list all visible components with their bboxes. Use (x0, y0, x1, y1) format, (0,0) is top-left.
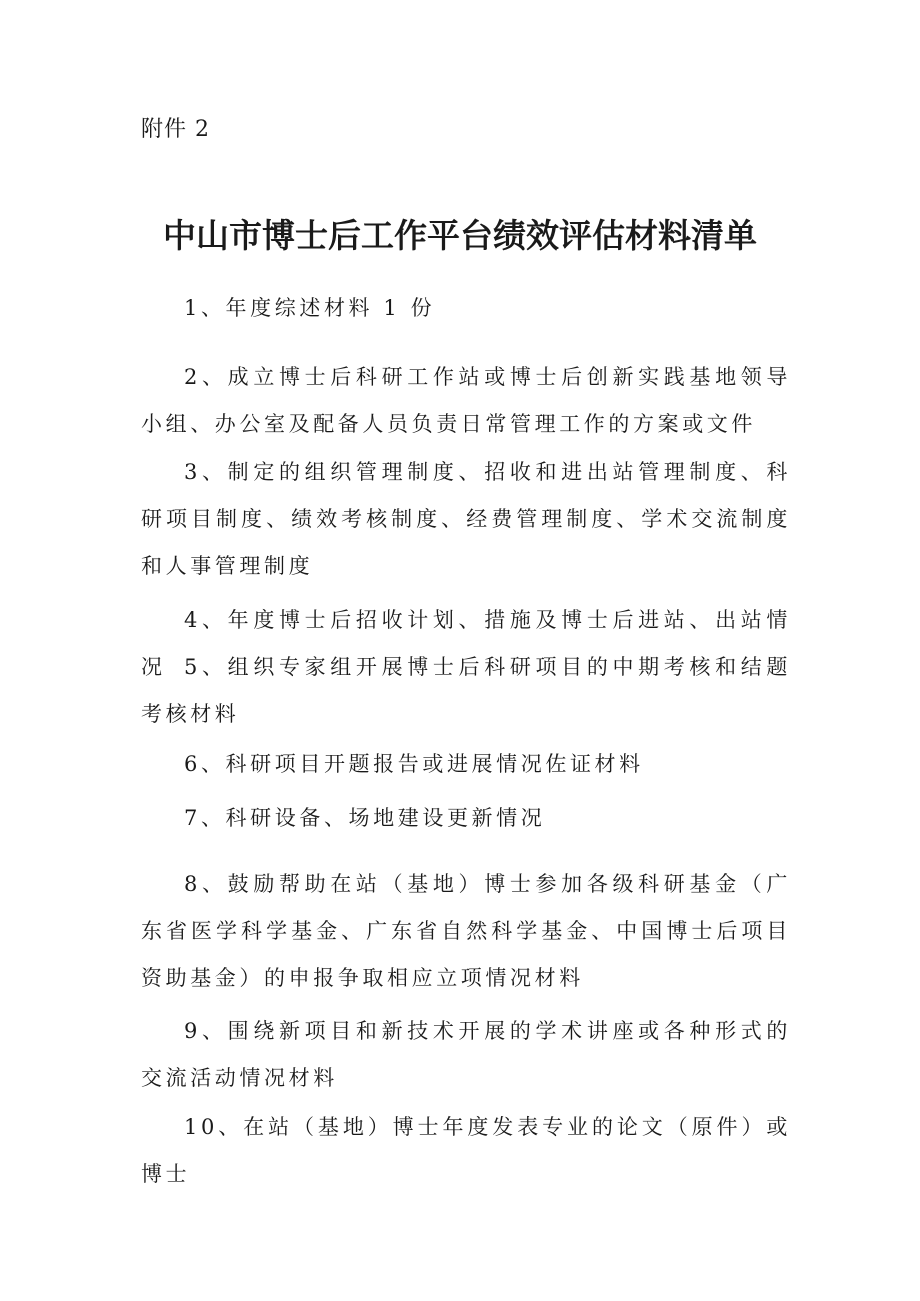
list-item: 5、组织专家组开展博士后科研项目的中期考核和结题考核材料 (141, 655, 791, 726)
list-item: 3、制定的组织管理制度、招收和进出站管理制度、科研项目制度、绩效考核制度、经费管理制度、学术交流制度和人事管理制度 (141, 460, 791, 578)
list-item: 8、鼓励帮助在站（基地）博士参加各级科研基金（广东省医学科学基金、广东省自然科学基金、中国博士后项目资助基金）的申报争取相应立项情况材料 (141, 872, 791, 990)
list-item: 1、年度综述材料 1 份 (184, 296, 436, 320)
attachment-label: 附件 2 (141, 117, 210, 142)
list-item: 9、围绕新项目和新技术开展的学术讲座或各种形式的交流活动情况材料 (141, 1019, 791, 1090)
list-item: 7、科研设备、场地建设更新情况 (184, 806, 546, 830)
document-title: 中山市博士后工作平台绩效评估材料清单 (163, 216, 757, 255)
list-item: 6、科研项目开题报告或进展情况佐证材料 (184, 752, 644, 776)
list-item: 10、在站（基地）博士年度发表专业的论文（原件）或博士 (141, 1115, 791, 1186)
list-item: 2、成立博士后科研工作站或博士后创新实践基地领导小组、办公室及配备人员负责日常管理工作的方案或文件 (141, 365, 791, 436)
list-item: 4、年度博士后招收计划、措施及博士后进站、出站情况 (141, 608, 791, 679)
